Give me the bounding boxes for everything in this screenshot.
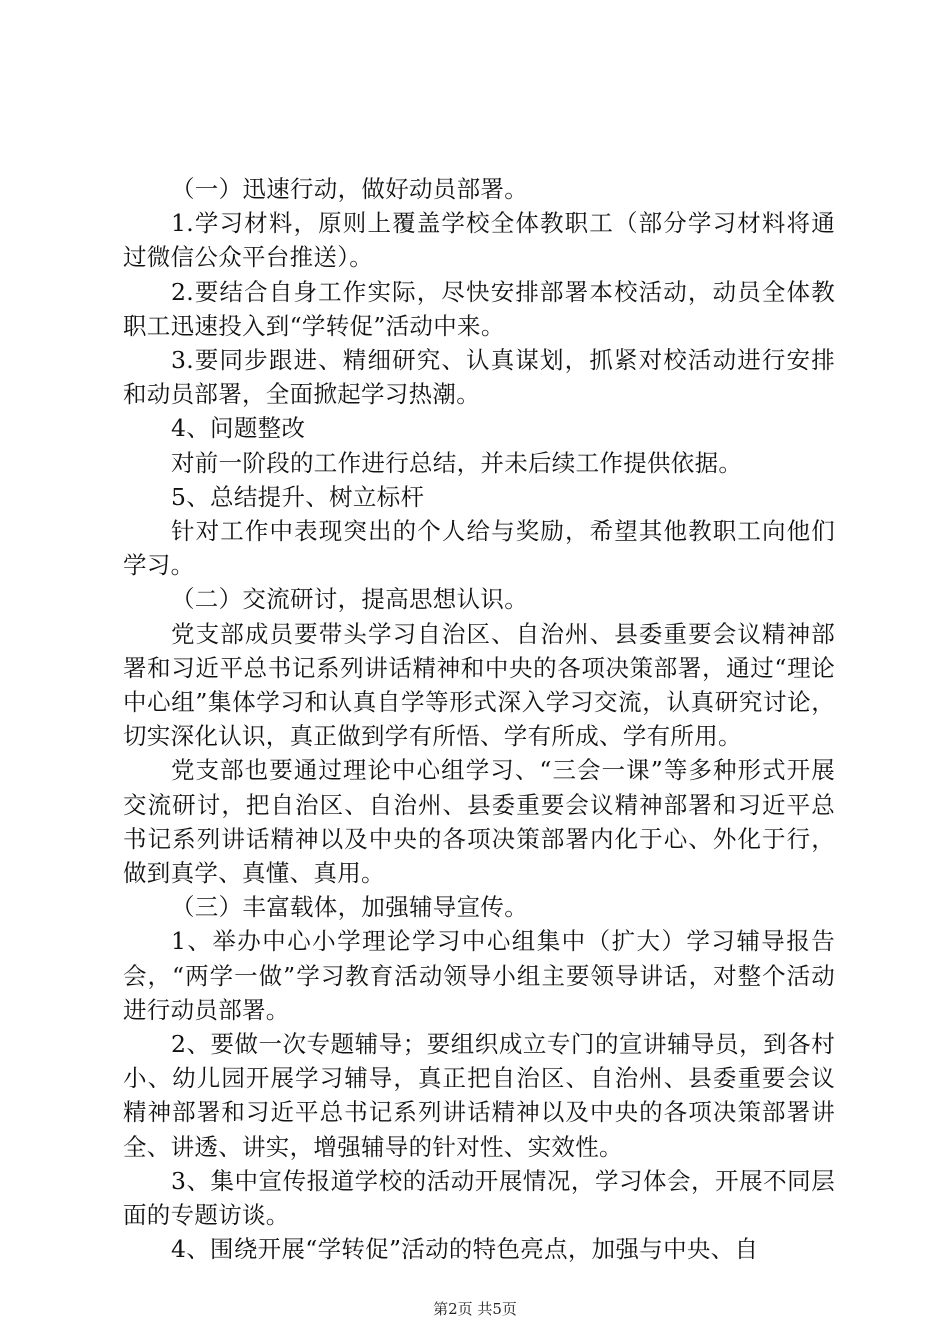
paragraph: 1、举办中心小学理论学习中心组集中（扩大）学习辅导报告会，“两学一做”学习教育活动领导小组主要领导讲话，对整个活动进行动员部署。 — [123, 927, 835, 1024]
page-footer: 第2页 共5页 — [433, 1300, 517, 1318]
paragraph: 针对工作中表现突出的个人给与奖励，希望其他教职工向他们学习。 — [123, 517, 835, 580]
document-body — [123, 172, 835, 1267]
section-heading-3: （三）丰富载体，加强辅导宣传。 — [171, 893, 528, 922]
paragraph: 对前一阶段的工作进行总结，并未后续工作提供依据。 — [171, 448, 743, 477]
paragraph: 3.要同步跟进、精细研究、认真谋划，抓紧对校活动进行安排和动员部署，全面掀起学习热潮。 — [123, 346, 835, 409]
paragraph: 4、问题整改 — [171, 414, 306, 443]
section-heading-1: （一）迅速行动，做好动员部署。 — [171, 175, 528, 203]
paragraph: 2、要做一次专题辅导；要组织成立专门的宣讲辅导员，到各村小、幼儿园开展学习辅导，真正把自治区、自治州、县委重要会议精神部署和习近平总书记系列讲话精神以及中央的各项决策部署讲全、讲透、讲实，增强辅导的针对性、实效性。 — [123, 1030, 835, 1161]
paragraph: 1.学习材料，原则上覆盖学校全体教职工（部分学习材料将通过微信公众平台推送）。 — [123, 209, 835, 272]
paragraph: 5、总结提升、树立标杆 — [171, 482, 425, 511]
paragraph: 2.要结合自身工作实际，尽快安排部署本校活动，动员全体教职工迅速投入到“学转促”活动中来。 — [123, 277, 835, 340]
paragraph: 4、围绕开展“学转促”活动的特色亮点，加强与中央、自 — [171, 1235, 759, 1264]
section-heading-2: （二）交流研讨，提高思想认识。 — [171, 585, 528, 614]
paragraph: 3、集中宣传报道学校的活动开展情况，学习体会，开展不同层面的专题访谈。 — [123, 1166, 835, 1230]
paragraph: 党支部成员要带头学习自治区、自治州、县委重要会议精神部署和习近平总书记系列讲话精神和中央的各项决策部署，通过“理论中心组”集体学习和认真自学等形式深入学习交流，认真研究讨论，切实深化认识，真正做到学有所悟、学有所成、学有所用。 — [123, 619, 835, 751]
paragraph: 党支部也要通过理论中心组学习、“三会一课”等多种形式开展交流研讨，把自治区、自治州、县委重要会议精神部署和习近平总书记系列讲话精神以及中央的各项决策部署内化于心、外化于行，做到真学、真懂、真用。 — [123, 756, 835, 888]
